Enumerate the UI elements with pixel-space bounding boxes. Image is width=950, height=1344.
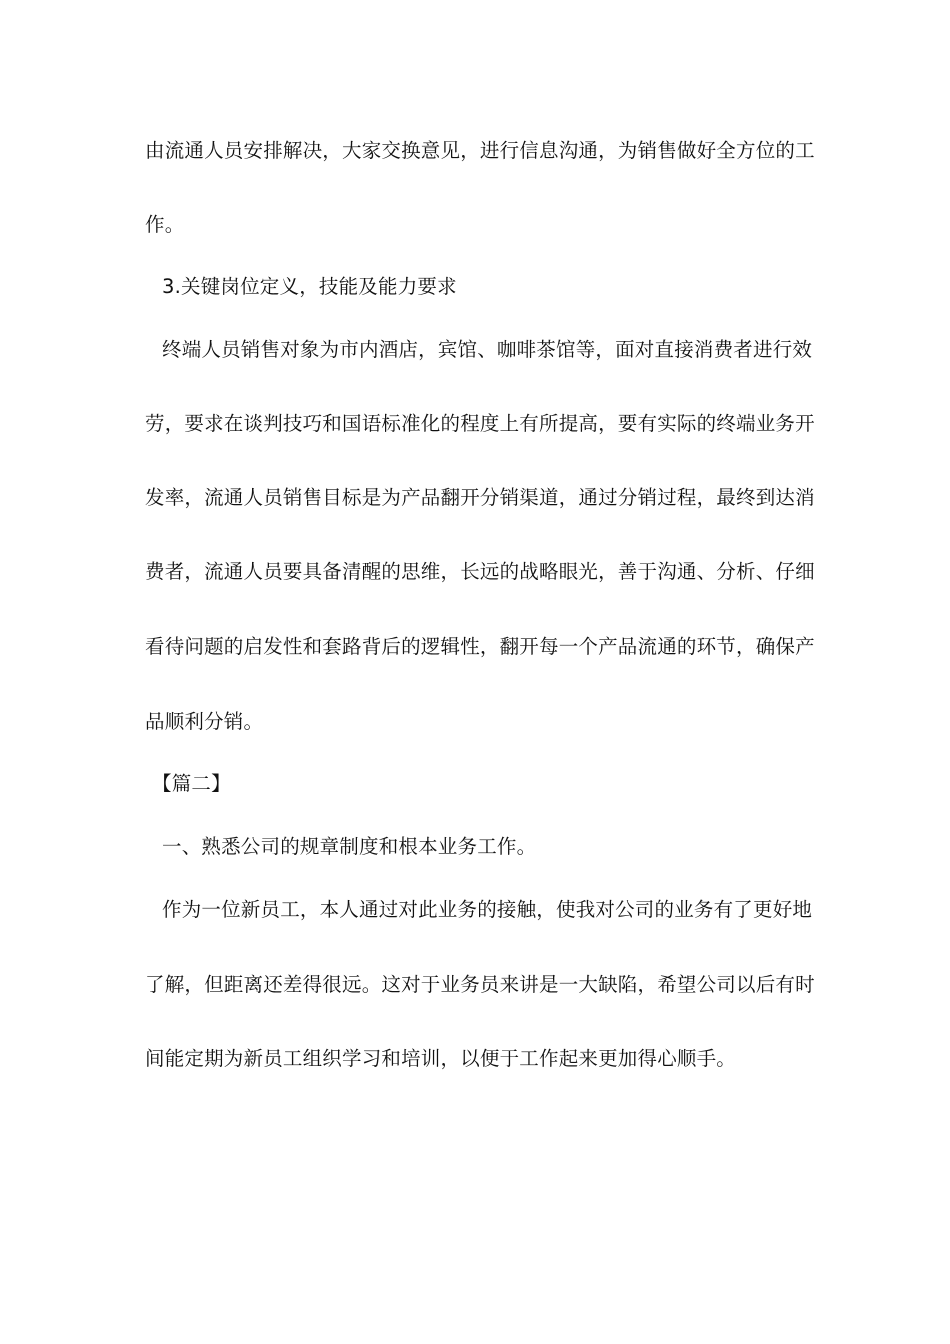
paragraph-line: 品顺利分销。 xyxy=(145,710,264,733)
section-heading: 3.关键岗位定义，技能及能力要求 xyxy=(162,275,457,298)
paragraph-line: 终端人员销售对象为市内酒店，宾馆、咖啡茶馆等，面对直接消费者进行效 xyxy=(162,338,813,361)
paragraph-line: 由流通人员安排解决，大家交换意见，进行信息沟通，为销售做好全方位的工 xyxy=(145,139,815,162)
paragraph-line: 发率，流通人员销售目标是为产品翻开分销渠道，通过分销过程，最终到达消 xyxy=(145,486,815,509)
chapter-heading: 【篇二】 xyxy=(152,772,231,795)
paragraph-line: 费者，流通人员要具备清醒的思维，长远的战略眼光，善于沟通、分析、仔细 xyxy=(145,560,815,583)
section-heading: 一、熟悉公司的规章制度和根本业务工作。 xyxy=(162,835,537,858)
paragraph-line: 作。 xyxy=(145,213,185,236)
paragraph-line: 间能定期为新员工组织学习和培训，以便于工作起来更加得心顺手。 xyxy=(145,1047,737,1070)
paragraph-line: 劳，要求在谈判技巧和国语标准化的程度上有所提高，要有实际的终端业务开 xyxy=(145,412,815,435)
paragraph-line: 了解，但距离还差得很远。这对于业务员来讲是一大缺陷，希望公司以后有时 xyxy=(145,973,815,996)
paragraph-line: 作为一位新员工，本人通过对此业务的接触，使我对公司的业务有了更好地 xyxy=(162,898,813,921)
paragraph-line: 看待问题的启发性和套路背后的逻辑性，翻开每一个产品流通的环节，确保产 xyxy=(145,635,815,658)
